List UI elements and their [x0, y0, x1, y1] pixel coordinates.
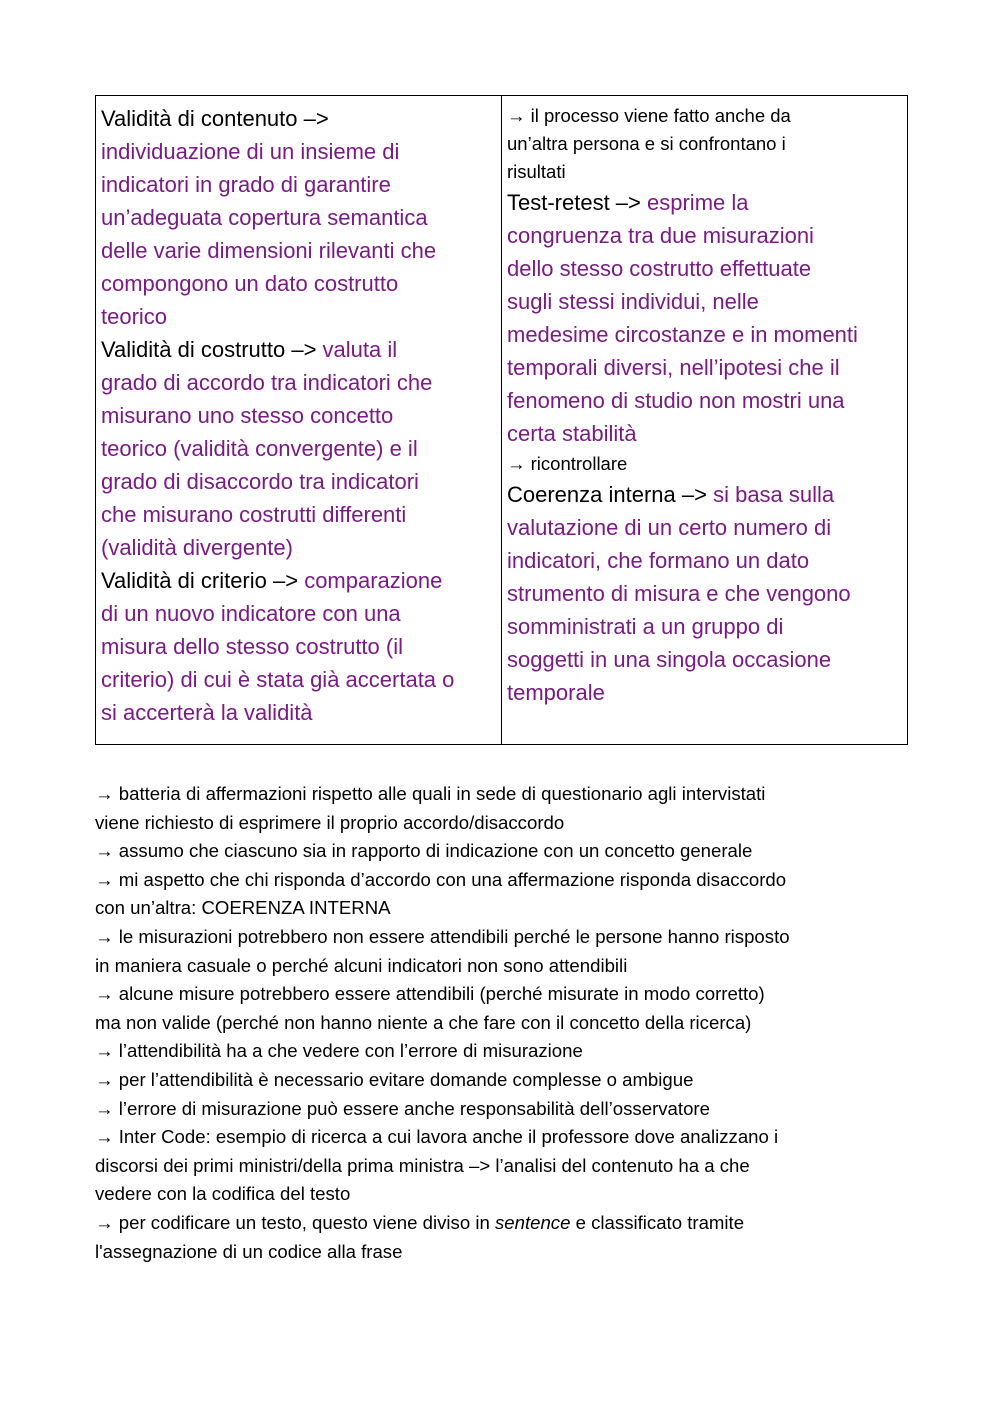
definition-line: teorico [101, 304, 168, 329]
validita-contenuto [101, 102, 496, 333]
coerenza-interna [507, 478, 902, 709]
note-line: → il processo viene fatto anche da [507, 105, 791, 126]
definition-line: individuazione di un insieme di [101, 139, 400, 164]
definition-line: fenomeno di studio non mostri una [507, 388, 845, 413]
note-line: l'assegnazione di un codice alla frase [95, 1240, 403, 1262]
note-text: e classificato tramite [570, 1211, 745, 1233]
note-line: risultati [507, 161, 566, 182]
note-line: discorsi dei primi ministri/della prima ministra –> l’analisi del contenuto ha a che [95, 1154, 750, 1176]
note-line: → per l’attendibilità è necessario evitare domande complesse o ambigue [95, 1068, 694, 1090]
note-line: → assumo che ciascuno sia in rapporto di indicazione con un concetto generale [95, 840, 753, 862]
definition-line: un’adeguata copertura semantica [101, 205, 428, 230]
right-cell [502, 96, 908, 745]
term-label: Validità di contenuto –> [101, 106, 329, 131]
definition-line: indicatori in grado di garantire [101, 172, 391, 197]
term-label: Validità di criterio –> [101, 568, 299, 593]
definition-line: grado di accordo tra indicatori che [101, 370, 433, 395]
definition-line: che misurano costrutti differenti [101, 502, 407, 527]
definition-line: dello stesso costrutto effettuate [507, 256, 812, 281]
body-notes [95, 780, 915, 1266]
test-retest [507, 186, 902, 450]
note-line: → l’attendibilità ha a che vedere con l’errore di misurazione [95, 1040, 583, 1062]
definition-line: delle varie dimensioni rilevanti che [101, 238, 437, 263]
definition-text: valuta il [316, 337, 398, 362]
term-label: Test-retest –> [507, 190, 641, 215]
definition-line: di un nuovo indicatore con una [101, 601, 401, 626]
definition-line: temporali diversi, nell’ipotesi che il [507, 355, 840, 380]
definition-line: certa stabilità [507, 421, 637, 446]
term-label: Coerenza interna –> [507, 482, 707, 507]
definition-text: si basa sulla [706, 482, 835, 507]
italic-term: sentence [494, 1211, 571, 1233]
note-line: in maniera casuale o perché alcuni indicatori non sono attendibili [95, 954, 628, 976]
definition-text: esprime la [640, 190, 749, 215]
definition-line: compongono un dato costrutto [101, 271, 399, 296]
validita-criterio [101, 564, 496, 729]
note-line: → batteria di affermazioni rispetto alle quali in sede di questionario agli intervistati [95, 783, 766, 804]
note-line: viene richiesto di esprimere il proprio accordo/disaccordo [95, 811, 565, 833]
note-line: vedere con la codifica del testo [95, 1183, 351, 1205]
validita-costrutto [101, 333, 496, 564]
term-label: Validità di costrutto –> [101, 337, 317, 362]
note-text: → per codificare un testo, questo viene diviso in [95, 1211, 495, 1233]
note-confronto [507, 102, 902, 186]
definition-line: misurano uno stesso concetto [101, 403, 394, 428]
notes-table [95, 95, 908, 745]
note-line: → Inter Code: esempio di ricerca a cui lavora anche il professore dove analizzano i [95, 1126, 779, 1148]
definition-line: criterio) di cui è stata già accertata o [101, 667, 455, 692]
definition-line: valutazione di un certo numero di [507, 515, 832, 540]
note-line: con un’altra: COERENZA INTERNA [95, 897, 391, 919]
note-line: → le misurazioni potrebbero non essere attendibili perché le persone hanno risposto [95, 925, 790, 947]
definition-text: comparazione [298, 568, 443, 593]
definition-line: somministrati a un gruppo di [507, 614, 784, 639]
definition-line: temporale [507, 680, 605, 705]
definition-line: si accerterà la validità [101, 700, 313, 725]
note-line: → mi aspetto che chi risponda d’accordo con una affermazione risponda disaccordo [95, 868, 787, 890]
note-line: un’altra persona e si confrontano i [507, 133, 786, 154]
definition-line: misura dello stesso costrutto (il [101, 634, 403, 659]
left-cell [96, 96, 502, 745]
note-ricontrollare: → ricontrollare [507, 453, 628, 474]
definition-line: teorico (validità convergente) e il [101, 436, 418, 461]
definition-line: soggetti in una singola occasione [507, 647, 832, 672]
definition-line: strumento di misura e che vengono [507, 581, 851, 606]
definition-line: sugli stessi individui, nelle [507, 289, 759, 314]
note-line-last [95, 1209, 915, 1238]
note-line: → l’errore di misurazione può essere anche responsabilità dell’osservatore [95, 1097, 710, 1119]
definition-line: grado di disaccordo tra indicatori [101, 469, 419, 494]
definition-line: indicatori, che formano un dato [507, 548, 810, 573]
note-line: ma non valide (perché non hanno niente a che fare con il concetto della ricerca) [95, 1011, 752, 1033]
definition-line: congruenza tra due misurazioni [507, 223, 814, 248]
definition-line: medesime circostanze e in momenti [507, 322, 858, 347]
definition-line: (validità divergente) [101, 535, 293, 560]
note-line: → alcune misure potrebbero essere attendibili (perché misurate in modo corretto) [95, 983, 765, 1005]
